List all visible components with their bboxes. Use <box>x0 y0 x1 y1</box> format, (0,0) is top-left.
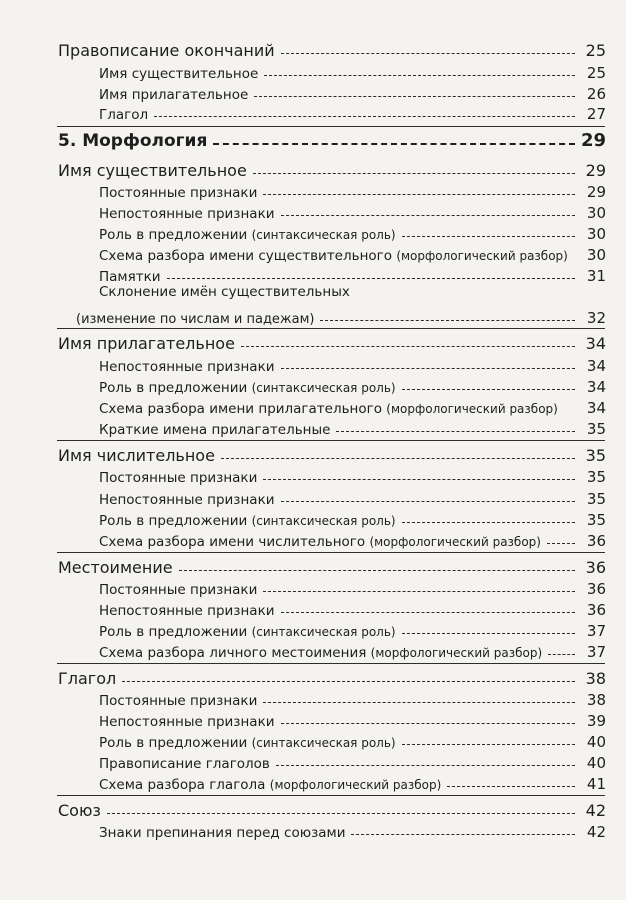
toc-entry-title: Имя прилагательное <box>99 86 249 103</box>
dot-leader <box>281 723 576 724</box>
dot-leader <box>122 681 575 682</box>
toc-subentry[interactable] <box>0 818 626 840</box>
toc-entry-pronoun[interactable] <box>0 554 626 576</box>
toc-entry-title: Постоянные признаки <box>99 692 258 709</box>
toc-entry-page: 39 <box>586 712 606 730</box>
toc-entry-page: 29 <box>586 183 606 201</box>
dot-leader <box>281 612 576 613</box>
dot-leader <box>402 389 575 390</box>
toc-subentry[interactable] <box>0 596 626 618</box>
section-divider <box>57 795 605 796</box>
toc-entry-title: Непостоянные признаки <box>99 358 275 375</box>
toc-entry-page: 32 <box>586 309 606 327</box>
toc-entry-numeral[interactable] <box>0 442 626 464</box>
toc-subentry[interactable] <box>0 575 626 597</box>
toc-entry-page: 38 <box>585 669 606 688</box>
toc-subentry[interactable] <box>0 638 626 660</box>
toc-entry-title: Непостоянные признаки <box>99 491 275 508</box>
toc-subentry-verb[interactable] <box>0 100 626 122</box>
toc-subentry[interactable] <box>0 707 626 729</box>
toc-subentry[interactable] <box>0 770 626 792</box>
toc-subentry[interactable] <box>0 394 626 416</box>
toc-entry-page: 34 <box>586 357 606 375</box>
toc-entry-title: Правописание глаголов <box>99 755 270 772</box>
dot-leader <box>179 570 575 571</box>
toc-entry-title: Имя существительное <box>99 65 259 82</box>
dot-leader <box>264 75 575 76</box>
toc-entry-note: (синтаксическая роль) <box>251 227 396 242</box>
toc-entry-title: Имя прилагательное <box>58 334 235 353</box>
toc-entry-note: (синтаксическая роль) <box>251 735 396 750</box>
toc-entry-title: Постоянные признаки <box>99 581 258 598</box>
toc-entry-page: 35 <box>586 490 606 508</box>
toc-entry-title: Правописание окончаний <box>58 41 275 60</box>
toc-entry-title: Склонение имён существительных <box>99 284 350 300</box>
toc-subentry[interactable] <box>0 415 626 437</box>
toc-entry-title: Роль в предложении (синтаксическая роль) <box>99 623 396 640</box>
toc-entry-page: 35 <box>586 511 606 529</box>
toc-entry-page: 29 <box>580 130 606 151</box>
toc-entry-noun[interactable] <box>0 157 626 179</box>
toc-subentry[interactable] <box>0 527 626 549</box>
toc-entry-title: Непостоянные признаки <box>99 602 275 619</box>
toc-entry-page: 37 <box>586 643 606 661</box>
toc-subentry[interactable] <box>0 506 626 528</box>
toc-entry-title: Постоянные признаки <box>99 184 258 201</box>
toc-subentry[interactable] <box>0 352 626 374</box>
toc-subentry[interactable] <box>0 728 626 750</box>
toc-entry-page: 35 <box>586 468 606 486</box>
toc-entry-page: 34 <box>586 378 606 396</box>
toc-entry-note: (синтаксическая роль) <box>251 624 396 639</box>
toc-entry-page: 30 <box>586 225 606 243</box>
toc-subentry-adjective[interactable] <box>0 80 626 102</box>
section-divider <box>57 552 605 553</box>
toc-entry-page: 25 <box>585 41 606 60</box>
toc-entry-title: Непостоянные признаки <box>99 713 275 730</box>
toc-entry-page: 25 <box>586 64 606 82</box>
toc-entry-conjunction[interactable] <box>0 797 626 819</box>
dot-leader <box>281 368 576 369</box>
toc-subentry[interactable] <box>0 749 626 771</box>
toc-entry-note: (синтаксическая роль) <box>251 513 396 528</box>
section-divider <box>57 440 605 441</box>
toc-entry-page: 37 <box>586 622 606 640</box>
toc-entry-page: 36 <box>585 558 606 577</box>
section-divider <box>57 663 605 664</box>
toc-entry-note: (морфологический разбор) <box>386 401 558 416</box>
toc-entry-adjective[interactable] <box>0 330 626 352</box>
toc-entry-page: 30 <box>586 246 606 264</box>
toc-entry-page: 36 <box>586 580 606 598</box>
toc-entry-page: 36 <box>586 601 606 619</box>
toc-subentry[interactable] <box>0 304 626 326</box>
toc-entry-title: Постоянные признаки <box>99 469 258 486</box>
toc-entry-title: Местоимение <box>58 558 173 577</box>
toc-entry-spelling-endings[interactable] <box>0 37 626 59</box>
toc-entry-title: Роль в предложении (синтаксическая роль) <box>99 512 396 529</box>
dot-leader <box>402 522 575 523</box>
dot-leader <box>281 53 575 54</box>
toc-subentry-noun[interactable] <box>0 59 626 81</box>
dot-leader <box>263 479 575 480</box>
toc-entry-title: Имя существительное <box>58 161 247 180</box>
dot-leader <box>351 834 575 835</box>
toc-entry-page: 40 <box>586 754 606 772</box>
toc-subentry[interactable] <box>0 485 626 507</box>
toc-entry-verb[interactable] <box>0 665 626 687</box>
dot-leader <box>402 633 575 634</box>
toc-entry-title: Непостоянные признаки <box>99 205 275 222</box>
toc-entry-title: Схема разбора имени числительного (морфологический разбор) <box>99 533 541 550</box>
dot-leader <box>263 591 575 592</box>
toc-entry-page: 38 <box>586 691 606 709</box>
toc-entry-page: 34 <box>586 399 606 417</box>
toc-entry-note: (синтаксическая роль) <box>251 380 396 395</box>
toc-entry-page: 34 <box>585 334 606 353</box>
toc-entry-title: Краткие имена прилагательные <box>99 421 331 438</box>
toc-entry-note: (морфологический разбор) <box>269 777 442 792</box>
dot-leader <box>241 346 575 347</box>
toc-subentry[interactable] <box>0 178 626 200</box>
toc-entry-note: (морфологический разбор) <box>369 534 541 549</box>
toc-entry-title: Схема разбора имени прилагательного (морфологический разбор) <box>99 400 558 417</box>
dot-leader <box>276 765 575 766</box>
dot-leader <box>213 143 575 145</box>
toc-subentry[interactable] <box>0 220 626 242</box>
toc-subentry[interactable] <box>0 199 626 221</box>
toc-entry-title: Схема разбора глагола (морфологический разбор) <box>99 776 442 793</box>
section-divider <box>57 328 605 329</box>
dot-leader <box>281 501 576 502</box>
toc-subentry[interactable] <box>0 262 626 284</box>
dot-leader <box>221 458 575 459</box>
dot-leader <box>167 278 575 279</box>
toc-entry-title: Памятки <box>99 268 161 285</box>
toc-entry-page: 40 <box>586 733 606 751</box>
toc-subentry[interactable] <box>0 373 626 395</box>
toc-subentry[interactable] <box>0 463 626 485</box>
toc-entry-page: 27 <box>586 105 606 123</box>
section-divider <box>57 126 605 127</box>
toc-entry-title: Схема разбора личного местоимения (морфологический разбор) <box>99 644 543 661</box>
dot-leader <box>402 236 575 237</box>
toc-entry-title: Глагол <box>58 669 117 688</box>
toc-entry-page: 30 <box>586 204 606 222</box>
toc-entry-page: 26 <box>586 85 606 103</box>
toc-section-title: 5. Морфология <box>58 131 208 151</box>
toc-entry-title: Имя числительное <box>58 446 215 465</box>
dot-leader <box>254 96 575 97</box>
dot-leader <box>253 173 575 174</box>
toc-entry-note: (морфологический разбор) <box>396 248 568 263</box>
toc-subentry[interactable] <box>0 241 626 263</box>
dot-leader <box>154 116 575 117</box>
toc-entry-title: Роль в предложении (синтаксическая роль) <box>99 379 396 396</box>
dot-leader <box>402 744 575 745</box>
toc-entry-page: 42 <box>585 801 606 820</box>
toc-subentry[interactable] <box>0 686 626 708</box>
toc-entry-title: Глагол <box>99 106 149 123</box>
toc-entry-page: 42 <box>586 823 606 841</box>
dot-leader <box>547 543 575 544</box>
toc-section-morphology[interactable] <box>0 128 626 150</box>
toc-entry-title: Роль в предложении (синтаксическая роль) <box>99 734 396 751</box>
toc-entry-title-continued: (изменение по числам и падежам) <box>76 312 315 327</box>
dot-leader <box>281 215 576 216</box>
dot-leader <box>548 654 575 655</box>
toc-entry-page: 35 <box>586 420 606 438</box>
toc-entry-title: Роль в предложении (синтаксическая роль) <box>99 226 396 243</box>
toc-entry-page: 29 <box>585 161 606 180</box>
toc-entry-title: Схема разбора имени существительного (морфологический разбор) <box>99 247 568 264</box>
toc-entry-title: Знаки препинания перед союзами <box>99 824 346 841</box>
toc-entry-page: 31 <box>586 267 606 285</box>
toc-entry-page: 41 <box>586 775 606 793</box>
dot-leader <box>107 813 575 814</box>
toc-entry-page: 35 <box>585 446 606 465</box>
toc-entry-title: Союз <box>58 801 101 820</box>
dot-leader <box>263 702 575 703</box>
dot-leader <box>320 320 575 321</box>
toc-subentry[interactable] <box>0 617 626 639</box>
dot-leader <box>263 194 575 195</box>
toc-entry-page: 36 <box>586 532 606 550</box>
dot-leader <box>336 431 575 432</box>
toc-entry-note: (морфологический разбор) <box>370 645 543 660</box>
dot-leader <box>447 786 575 787</box>
